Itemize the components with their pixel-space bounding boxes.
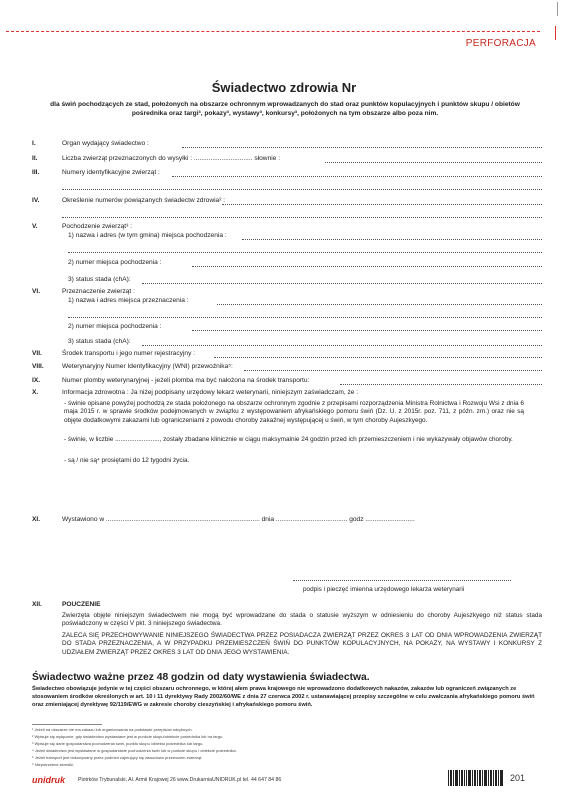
section-number: X. <box>32 389 39 396</box>
section-XII <box>32 600 542 610</box>
footnote: ² Wpisuje się wyłącznie, gdy świadectwo wystawiane jest w punkcie skupu/obiekcie pośrednika lub na targu. <box>32 734 224 739</box>
fill-line[interactable] <box>325 162 542 163</box>
fill-line[interactable] <box>172 176 542 177</box>
fill-line[interactable] <box>340 384 542 385</box>
section-number: IV. <box>32 197 40 204</box>
perforation-label: PERFORACJA <box>465 38 536 49</box>
section-III <box>32 168 542 192</box>
fill-line[interactable] <box>217 304 542 305</box>
fill-line[interactable] <box>142 283 542 284</box>
section-number: V. <box>32 223 38 230</box>
footnote: ⁴ Jeżeli świadectwo jest wystawiane w gospodarstwie pochodzenia świń lub w punkcie skupu / obiekcie pośrednika. <box>32 748 237 753</box>
section-sub-label: 3) status stada (chA): <box>68 276 131 283</box>
section-label: Środek transportu i jego numer rejestracyjny : <box>62 350 196 357</box>
fill-line[interactable] <box>222 204 542 205</box>
validity-title: Świadectwo ważne przez 48 godzin od daty wystawienia świadectwa. <box>32 672 370 683</box>
perforation-cut-mark <box>555 26 556 40</box>
section-sub-label: 1) nazwa i adres miejsca przeznaczenia : <box>68 297 189 304</box>
section-label: Informacja zdrowotna : Ja niżej podpisany urzędowy lekarz weterynarii, niniejszym zaświadczam, że : <box>62 389 359 396</box>
declaration-paragraph: - świnie opisane powyżej pochodzą ze stada położonego na obszarze ochronnym zgodnie z przepisami rozporządzenia Ministra Rolnictwa i Rozwoju Wsi z dnia 6 maja 2015 r. w sprawie środków podejmowanych w związku z występowaniem afrykańskiego pomoru świń (Dz. U. z 2015r. poz. 711, z późn. zm.) oraz nie są objęte dodatkowymi zakazami lub ograniczeniami z powodu choroby zakaźnej występującej u świń, w tym choroby Aujeszkyego. <box>64 400 524 424</box>
section-number: III. <box>32 169 40 176</box>
footnote-separator <box>32 724 102 725</box>
fill-line[interactable] <box>182 147 542 148</box>
section-label: Organ wydający świadectwo : <box>62 140 149 147</box>
section-number: VII. <box>32 350 42 357</box>
document-subtitle: dla świń pochodzących ze stad, położonych na obszarze ochronnym wprowadzanych do stad oraz punktów kopulacyjnych i punktów skupu / obietów pośrednika oraz targi³, pokazy³, wystawy³, konkursy³, położonych na tym obszarze albo poza nim. <box>50 101 520 117</box>
section-number: I. <box>32 140 36 147</box>
declaration-paragraph: - świnie, w liczbie ........................., zostały zbadane klinicznie w ciągu maksymalnie 24 godzin przed ich przemieszczeniem i nie wykazywały objawów choroby. <box>64 436 513 443</box>
footnote: ³ Wpisuje się dane gospodarstwa pochodzenia świń, punktu skupu /obiektu pośrednika lub targu. <box>32 741 204 746</box>
section-sub-label: 2) numer miejsca pochodzenia : <box>68 259 162 266</box>
section-number: XII. <box>32 601 42 608</box>
validity-text: Świadectwo obowiązuje jedynie w tej części obszaru ochronnego, w której ałem prawa krajowego nie wprowadzono dodatkowych nakazów, zakazów lub ograniczeń związanych ze stosowaniem środków określonych w art. 10 i 11 dyrektywy Rady 2002/60/WE z dnia 27 czerwca 2002 r. ustanawiającej przepisy szczególne w celu zwalczania afrykańskiego pomoru świń oraz zmieniającej dyrektywę 92/119/EWG w zakresie choroby cieszyńskiej i afrykańskiego pomoru świń. <box>32 686 535 708</box>
fill-line[interactable] <box>244 370 542 371</box>
fill-line[interactable] <box>242 239 542 240</box>
section-title: POUCZENIE <box>62 601 101 608</box>
section-number: VI. <box>32 288 41 295</box>
form-code: 201 <box>510 773 526 783</box>
section-label: Przeznaczenie zwierząt : <box>62 288 135 295</box>
fill-line[interactable] <box>192 266 542 267</box>
fill-line[interactable] <box>68 317 542 318</box>
instruction-paragraph: Zwierzęta objęte niniejszym świadectwem nie mogą być wprowadzane do stada o statusie wyższym w odniesieniu do choroby Aujeszkyego niż status stada poświadczony w części V pkt. 3 niniejszego świadectwa. <box>62 612 542 628</box>
section-IX <box>32 376 542 386</box>
section-X <box>32 388 542 398</box>
document-title: Świadectwo zdrowia Nr <box>211 80 357 95</box>
signature-line[interactable] <box>293 580 511 581</box>
section-label: Pochodzenie zwierząt³ : <box>62 223 133 230</box>
section-number: II. <box>32 155 38 162</box>
section-VIII <box>32 362 542 372</box>
perforation-line <box>6 31 540 32</box>
section-sub-label: 3) status stada (chA): <box>68 338 131 345</box>
section-sub-label: 2) numer miejsca pochodzenia : <box>68 323 162 330</box>
section-label: Numery identyfikacyjne zwierząt : <box>62 169 160 176</box>
section-I <box>32 139 542 149</box>
declaration-paragraph: - są / nie są⁴ prosiętami do 12 tygodni życia. <box>64 457 190 464</box>
signature-caption: podpis i pieczęć imienna urzędowego lekarza weterynarii <box>303 586 465 593</box>
footnote: ⁵ Jeżeli transport jest dokonywany przez podmiot zajmujący się zawodowo przewozem zwierząt. <box>32 755 203 760</box>
section-VII <box>32 349 542 359</box>
fill-line[interactable] <box>192 330 542 331</box>
fill-line[interactable] <box>142 345 542 346</box>
fill-line[interactable] <box>214 357 542 358</box>
fill-line[interactable] <box>62 217 542 218</box>
section-II <box>32 154 542 164</box>
section-number: XI. <box>32 516 41 523</box>
instruction-paragraph: ZALECA SIĘ PRZECHOWYWANIE NINIEJSZEGO ŚWIADECTWA PRZEZ POSIADACZA ZWIERZĄT PRZEZ OKRES 3 LAT OD DNIA WPROWADZENIA ZWIERZĄT DO STADA PRZEZNACZENIA, A W PRZYPADKU PRZEMIESZCZEŃ ŚWIŃ DO PUNKTÓW KOPULACYJNYCH, NA POKAZY, NA WYSTAWY I KONKURSY Z UDZIAŁEM ZWIERZĄT PRZEZ OKRES 3 LAT OD DNIA JEGO WYSTAWIENIA. <box>62 632 542 656</box>
printer-address: Piotrków Trybunalski, Al. Armii Krajowej 26 www.DrukarniaUNIDRUK.pl tel. 44 647 84 86 <box>78 777 282 783</box>
section-IV <box>32 196 542 220</box>
section-XI <box>32 515 542 525</box>
barcode-icon <box>448 770 504 786</box>
footnote: ⁶ Niepotrzebne skreślić. <box>32 762 75 767</box>
footnote: ¹ Jeżeli na obszarze nie ma zakazu lub organizowania na podstawie przepisów odrębnych. <box>32 727 193 732</box>
section-label: Numer plomby weterynaryjnej - jeżeli plomba ma być nałożona na środek transportu: <box>62 377 310 384</box>
crop-mark <box>557 2 558 16</box>
section-sub-label: 1) nazwa i adres (w tym gmina) miejsca pochodzenia : <box>68 232 227 239</box>
fill-line[interactable] <box>68 252 542 253</box>
section-label: Wystawiono w .................................................................................... dnia ....................................... godz ........................... <box>62 516 415 523</box>
section-number: IX. <box>32 377 41 384</box>
section-label: Liczba zwierząt przeznaczonych do wysyłki : ................................ słownie : <box>62 155 281 162</box>
fill-line[interactable] <box>62 189 542 190</box>
section-number: VIII. <box>32 363 44 370</box>
section-label: Weterynaryjny Numer Identyfikacyjny (WNI) przewoźnika⁵: <box>62 363 233 370</box>
section-label: Określenie numerów powiązanych świadectw zdrowia² : <box>62 197 226 204</box>
printer-logo: unidruk <box>32 775 65 785</box>
section-V <box>32 222 542 286</box>
section-VI <box>32 287 542 349</box>
